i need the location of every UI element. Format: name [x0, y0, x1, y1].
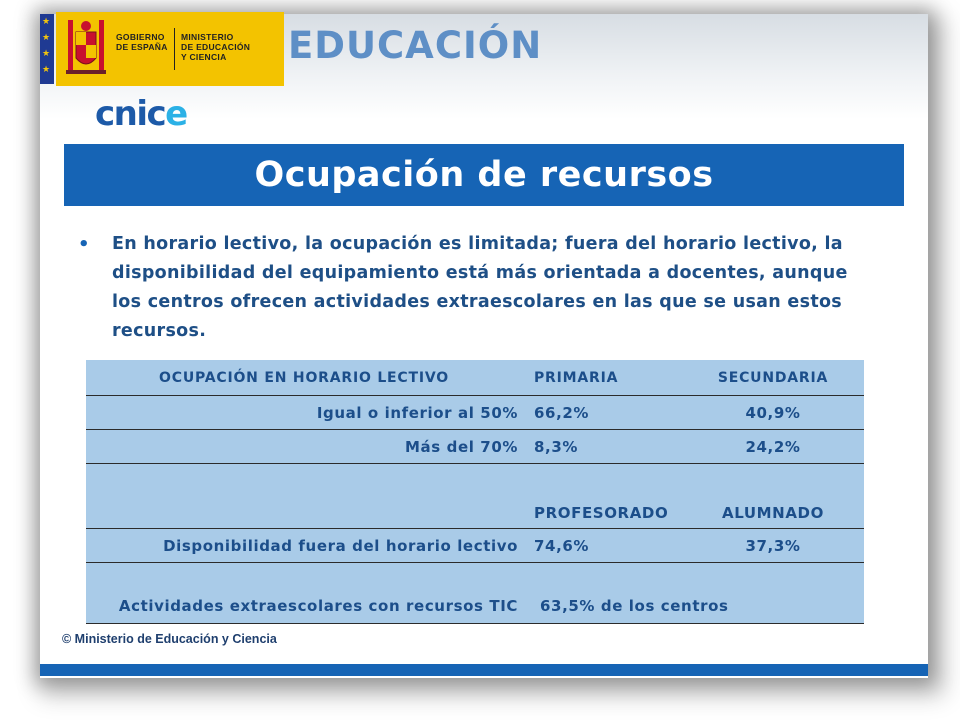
table-cell: 37,3%	[682, 529, 864, 563]
gov-line-2: DE ESPAÑA	[116, 42, 168, 52]
header-cell: PRIMARIA	[522, 360, 682, 396]
cnice-logo-suffix: e	[165, 94, 187, 134]
table-header-row	[86, 360, 864, 396]
table-row	[86, 563, 864, 624]
eu-flag-strip	[40, 14, 54, 84]
table-row	[86, 396, 864, 430]
table-subheader-row	[86, 464, 864, 529]
ministry-line-1: MINISTERIO	[181, 32, 234, 42]
ministry-line-2: DE EDUCACIÓN	[181, 42, 251, 52]
ministry-line-3: Y CIENCIA	[181, 52, 227, 62]
table-cell: 40,9%	[682, 396, 864, 430]
table-cell: 63,5% de los centros	[522, 563, 864, 624]
subheader-cell: ALUMNADO	[682, 464, 864, 529]
bullet-icon: •	[78, 234, 90, 255]
occupation-table	[86, 360, 864, 624]
subheader-cell: PROFESORADO	[522, 464, 682, 529]
bullet-text: En horario lectivo, la ocupación es limitada; fuera del horario lectivo, la disponibilidad del equipamiento está más orientada a docentes, aunque los centros ofrecen actividades extraescolares en las que se usan estos recursos.	[112, 234, 848, 341]
copyright-notice: © Ministerio de Educación y Ciencia	[62, 632, 277, 646]
row-label: Actividades extraescolares con recursos TIC	[86, 563, 522, 624]
table-row	[86, 529, 864, 563]
logo-divider	[174, 28, 175, 70]
slide-title: Ocupación de recursos	[254, 155, 714, 195]
row-label: Igual o inferior al 50%	[86, 396, 522, 430]
star-icon: ★	[42, 33, 51, 43]
government-logo	[56, 12, 284, 86]
table-row	[86, 430, 864, 464]
table-cell: 8,3%	[522, 430, 682, 464]
header-cell: SECUNDARIA	[682, 360, 864, 396]
gov-line-1: GOBIERNO	[116, 32, 165, 42]
title-bar	[64, 144, 904, 206]
ministry-title: EDUCACIÓN	[288, 24, 543, 67]
table-cell: 74,6%	[522, 529, 682, 563]
star-icon: ★	[42, 65, 51, 75]
cnice-logo-prefix: cnic	[95, 94, 166, 134]
coat-of-arms-icon	[64, 18, 108, 80]
row-label: Más del 70%	[86, 430, 522, 464]
subheader-cell	[86, 464, 522, 529]
cnice-logo	[95, 94, 187, 134]
table-cell: 66,2%	[522, 396, 682, 430]
header-cell: OCUPACIÓN EN HORARIO LECTIVO	[86, 360, 522, 396]
bullet-item	[78, 230, 878, 346]
footer-bar	[40, 664, 928, 676]
star-icon: ★	[42, 49, 51, 59]
table-cell: 24,2%	[682, 430, 864, 464]
row-label: Disponibilidad fuera del horario lectivo	[86, 529, 522, 563]
star-icon: ★	[42, 17, 51, 27]
